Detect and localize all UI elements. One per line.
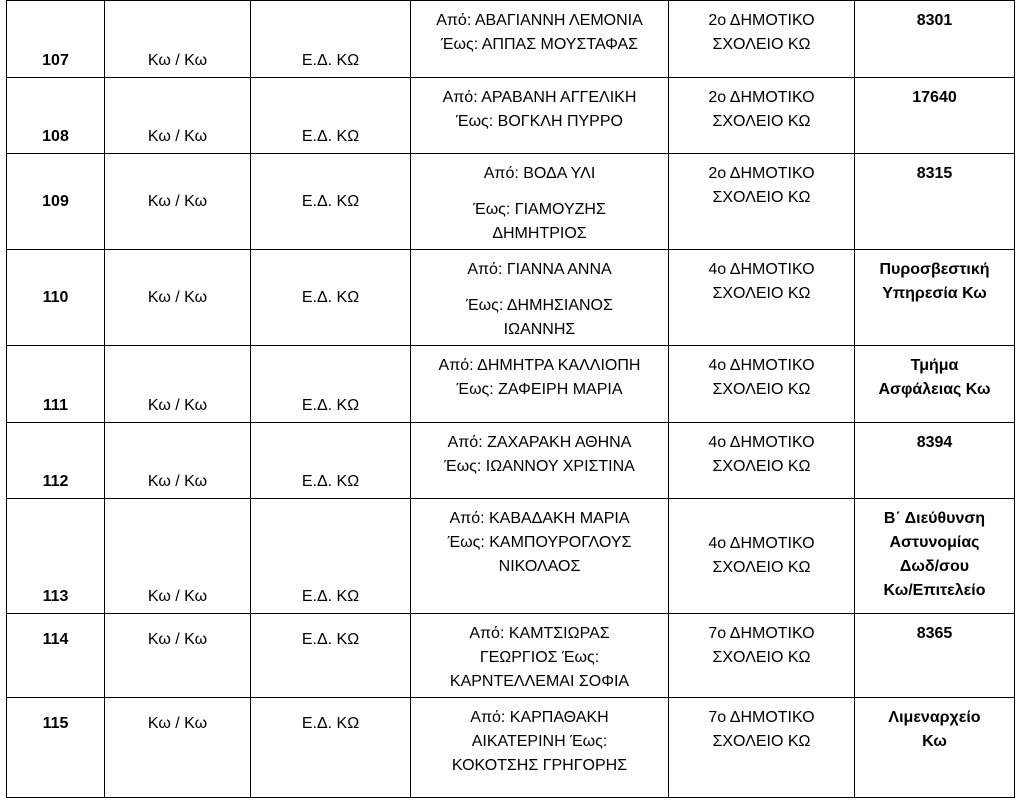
school-line: ΣΧΟΛΕΙΟ ΚΩ bbox=[712, 189, 811, 206]
range-to: Έως: ΚΑΜΠΟΥΡΟΓΛΟΥΣ bbox=[447, 534, 632, 551]
school-line: ΣΧΟΛΕΙΟ ΚΩ bbox=[712, 458, 811, 475]
range-to: Έως: ΒΟΓΚΛΗ ΠΥΡΡΟ bbox=[456, 113, 623, 130]
range-from: Από: ΚΑΜΤΣΙΩΡΑΣ bbox=[469, 625, 610, 642]
table-row bbox=[7, 499, 1015, 614]
station-number: 108 bbox=[7, 78, 105, 154]
contact bbox=[855, 346, 1015, 423]
table-row bbox=[7, 250, 1015, 346]
range-to-cont: ΙΩΑΝΝΗΣ bbox=[503, 321, 576, 338]
school-line: ΣΧΟΛΕΙΟ ΚΩ bbox=[712, 36, 811, 53]
table-row bbox=[7, 154, 1015, 250]
school bbox=[669, 1, 855, 78]
voter-range bbox=[411, 698, 669, 798]
voter-range bbox=[411, 499, 669, 614]
school-line: ΣΧΟΛΕΙΟ ΚΩ bbox=[712, 559, 811, 576]
range-to: ΚΑΡΝΤΕΛΛΕΜΑΙ ΣΟΦΙΑ bbox=[449, 673, 630, 690]
school-line: ΣΧΟΛΕΙΟ ΚΩ bbox=[712, 381, 811, 398]
voter-range bbox=[411, 346, 669, 423]
municipality: Κω / Κω bbox=[105, 499, 251, 614]
school bbox=[669, 614, 855, 698]
contact-line: Λιμεναρχείο bbox=[888, 709, 981, 726]
station-number: 113 bbox=[7, 499, 105, 614]
electoral-district: Ε.Δ. ΚΩ bbox=[251, 423, 411, 499]
municipality: Κω / Κω bbox=[105, 346, 251, 423]
electoral-district: Ε.Δ. ΚΩ bbox=[251, 499, 411, 614]
school bbox=[669, 698, 855, 798]
range-to: Έως: ΓΙΑΜΟΥΖΗΣ bbox=[473, 201, 606, 218]
range-from: Από: ΑΒΑΓΙΑΝΝΗ ΛΕΜΟΝΙΑ bbox=[436, 12, 643, 29]
school-line: 4ο ΔΗΜΟΤΙΚΟ bbox=[708, 357, 815, 374]
electoral-district: Ε.Δ. ΚΩ bbox=[251, 250, 411, 346]
voter-range bbox=[411, 1, 669, 78]
range-to: ΚΟΚΟΤΣΗΣ ΓΡΗΓΟΡΗΣ bbox=[451, 757, 628, 774]
electoral-district: Ε.Δ. ΚΩ bbox=[251, 78, 411, 154]
table-row bbox=[7, 698, 1015, 798]
contact-line: Β΄ Διεύθυνση bbox=[883, 510, 986, 527]
voter-range bbox=[411, 423, 669, 499]
station-number: 111 bbox=[7, 346, 105, 423]
station-number: 110 bbox=[7, 250, 105, 346]
school bbox=[669, 250, 855, 346]
municipality: Κω / Κω bbox=[105, 154, 251, 250]
contact: 17640 bbox=[855, 78, 1015, 154]
school-line: 7ο ΔΗΜΟΤΙΚΟ bbox=[708, 709, 815, 726]
table-row bbox=[7, 346, 1015, 423]
contact-line: Πυροσβεστική bbox=[879, 261, 990, 278]
school-line: 4ο ΔΗΜΟΤΙΚΟ bbox=[708, 434, 815, 451]
school-line: 7ο ΔΗΜΟΤΙΚΟ bbox=[708, 625, 815, 642]
contact-line: Υπηρεσία Κω bbox=[882, 285, 987, 302]
range-to-cont: ΝΙΚΟΛΑΟΣ bbox=[498, 558, 581, 575]
range-from-cont: ΓΕΩΡΓΙΟΣ Έως: bbox=[479, 649, 600, 666]
range-from: Από: ΖΑΧΑΡΑΚΗ ΑΘΗΝΑ bbox=[447, 434, 632, 451]
table-row bbox=[7, 614, 1015, 698]
municipality: Κω / Κω bbox=[105, 1, 251, 78]
municipality: Κω / Κω bbox=[105, 614, 251, 698]
municipality: Κω / Κω bbox=[105, 698, 251, 798]
station-number: 114 bbox=[7, 614, 105, 698]
contact: 8301 bbox=[855, 1, 1015, 78]
station-number: 115 bbox=[7, 698, 105, 798]
contact-line: Κω bbox=[922, 733, 947, 750]
electoral-district: Ε.Δ. ΚΩ bbox=[251, 154, 411, 250]
contact-line: Τμήμα bbox=[910, 357, 959, 374]
school bbox=[669, 499, 855, 614]
municipality: Κω / Κω bbox=[105, 78, 251, 154]
electoral-district: Ε.Δ. ΚΩ bbox=[251, 346, 411, 423]
school bbox=[669, 154, 855, 250]
range-from: Από: ΔΗΜΗΤΡΑ ΚΑΛΛΙΟΠΗ bbox=[438, 357, 641, 374]
electoral-district: Ε.Δ. ΚΩ bbox=[251, 614, 411, 698]
contact-line: Αστυνομίας bbox=[889, 534, 980, 551]
school-line: ΣΧΟΛΕΙΟ ΚΩ bbox=[712, 285, 811, 302]
table-row bbox=[7, 1, 1015, 78]
station-number: 107 bbox=[7, 1, 105, 78]
contact-line: Δωδ/σου bbox=[899, 558, 970, 575]
contact: 8365 bbox=[855, 614, 1015, 698]
voter-range bbox=[411, 614, 669, 698]
contact: 8315 bbox=[855, 154, 1015, 250]
voter-range bbox=[411, 78, 669, 154]
range-from: Από: ΓΙΑΝΝΑ ΑΝΝΑ bbox=[467, 261, 612, 278]
municipality: Κω / Κω bbox=[105, 423, 251, 499]
school bbox=[669, 423, 855, 499]
range-from: Από: ΚΑΒΑΔΑΚΗ ΜΑΡΙΑ bbox=[449, 510, 630, 527]
polling-stations-table bbox=[6, 0, 1015, 798]
school-line: 2ο ΔΗΜΟΤΙΚΟ bbox=[708, 12, 815, 29]
electoral-district: Ε.Δ. ΚΩ bbox=[251, 698, 411, 798]
school-line: ΣΧΟΛΕΙΟ ΚΩ bbox=[712, 733, 811, 750]
contact bbox=[855, 499, 1015, 614]
school-line: 2ο ΔΗΜΟΤΙΚΟ bbox=[708, 89, 815, 106]
range-to: Έως: ΔΗΜΗΣΙΑΝΟΣ bbox=[466, 297, 613, 314]
municipality: Κω / Κω bbox=[105, 250, 251, 346]
station-number: 112 bbox=[7, 423, 105, 499]
contact-line: Κω/Επιτελείο bbox=[883, 582, 986, 599]
school-line: ΣΧΟΛΕΙΟ ΚΩ bbox=[712, 113, 811, 130]
school-line: 4ο ΔΗΜΟΤΙΚΟ bbox=[708, 261, 815, 278]
range-to: Έως: ΖΑΦΕΙΡΗ ΜΑΡΙΑ bbox=[456, 381, 623, 398]
range-from: Από: ΑΡΑΒΑΝΗ ΑΓΓΕΛΙΚΗ bbox=[442, 89, 637, 106]
school-line: 2ο ΔΗΜΟΤΙΚΟ bbox=[708, 165, 815, 182]
school-line: 4ο ΔΗΜΟΤΙΚΟ bbox=[708, 535, 815, 552]
table-row bbox=[7, 423, 1015, 499]
school bbox=[669, 78, 855, 154]
table-row bbox=[7, 78, 1015, 154]
range-to-cont: ΔΗΜΗΤΡΙΟΣ bbox=[492, 225, 587, 242]
range-from: Από: ΚΑΡΠΑΘΑΚΗ bbox=[470, 709, 609, 726]
school bbox=[669, 346, 855, 423]
range-from-cont: ΑΙΚΑΤΕΡΙΝΗ Έως: bbox=[471, 733, 608, 750]
station-number: 109 bbox=[7, 154, 105, 250]
contact bbox=[855, 250, 1015, 346]
range-to: Έως: ΑΠΠΑΣ ΜΟΥΣΤΑΦΑΣ bbox=[440, 36, 639, 53]
contact-line: Ασφάλειας Κω bbox=[878, 381, 991, 398]
contact: 8394 bbox=[855, 423, 1015, 499]
voter-range bbox=[411, 250, 669, 346]
contact bbox=[855, 698, 1015, 798]
range-from: Από: ΒΟΔΑ ΥΛΙ bbox=[483, 165, 596, 182]
range-to: Έως: ΙΩΑΝΝΟΥ ΧΡΙΣΤΙΝΑ bbox=[444, 458, 635, 475]
voter-range bbox=[411, 154, 669, 250]
electoral-district: Ε.Δ. ΚΩ bbox=[251, 1, 411, 78]
school-line: ΣΧΟΛΕΙΟ ΚΩ bbox=[712, 649, 811, 666]
